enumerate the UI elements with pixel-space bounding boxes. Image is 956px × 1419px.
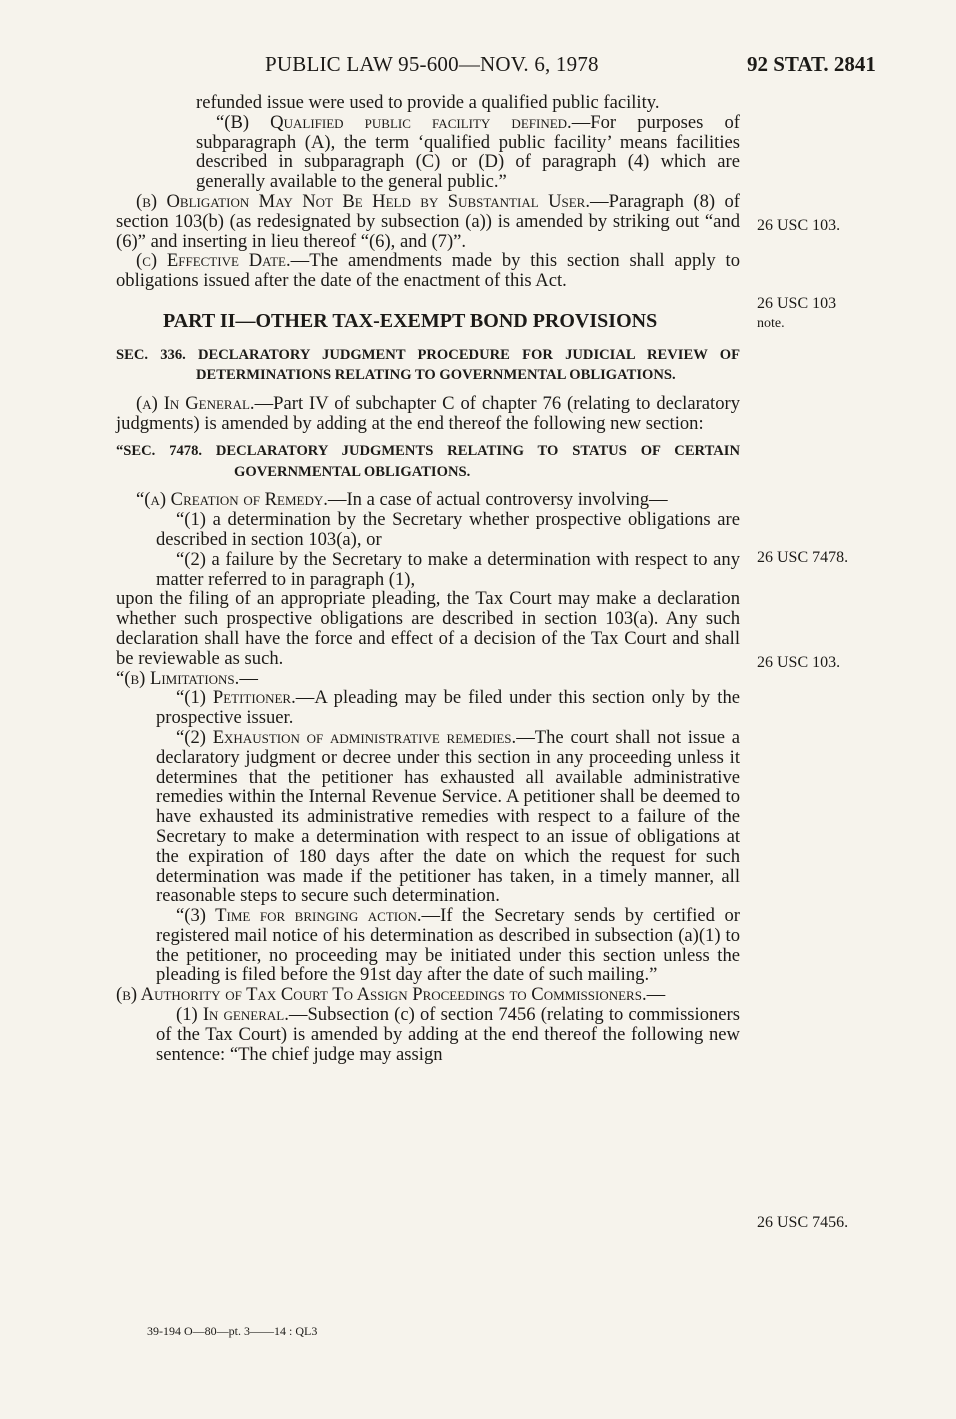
paragraph-heading: (c) Effective Date.	[136, 250, 291, 272]
paragraph-heading: (b) Authority of Tax Court To Assign Proceedings to Commissioners.	[116, 984, 647, 1006]
paragraph-heading: (1) In general.	[176, 1004, 289, 1026]
margin-citation: 26 USC 7478.	[757, 549, 849, 566]
paragraph: (c) Effective Date.—The amendments made by this section shall apply to obligations issued after the date of the enactment of this Act.	[116, 250, 740, 292]
section-heading: SEC. 336. DECLARATORY JUDGMENT PROCEDURE FOR JUDICIAL REVIEW OF DETERMINATIONS RELATING TO GOVERNMENTAL OBLIGATIONS.	[116, 346, 740, 384]
paragraph: “(1) Petitioner.—A pleading may be filed under this section only by the prospective issuer.	[156, 687, 740, 729]
margin-citation: 26 USC 7456.	[757, 1214, 849, 1231]
paragraph: “(2) Exhaustion of administrative remedies.—The court shall not issue a declaratory judgment or decree under this section in any proceeding unless it determines that the petitioner has exhausted all available administrative remedies within the Internal Revenue Service. A petitioner shall be deemed to have exhausted its administrative remedies with respect to a failure of the Secretary to make a determination with respect to an issue of obligations at the expiration of 180 days after the date on which the request for such determination was made if the petitioner has taken, in a timely manner, all reasonable steps to secure such determination.	[156, 726, 740, 907]
paragraph: upon the filing of an appropriate pleading, the Tax Court may make a declaration whether such prospective obligations are described in section 103(a). Any such declaration shall have the force and effect of a decision of the Tax Court and shall be reviewable as such.	[116, 588, 740, 669]
paragraph: “(b) Limitations.—	[116, 667, 258, 689]
paragraph: “(2) a failure by the Secretary to make a determination with respect to any matter referred to in paragraph (1),	[156, 548, 740, 590]
paragraph-heading: “(1) Petitioner.	[176, 687, 296, 709]
paragraph: “(1) a determination by the Secretary whether prospective obligations are described in section 103(a), or	[156, 509, 740, 550]
paragraph-heading: “(2) Exhaustion of administrative remedies.	[176, 726, 517, 748]
part-heading: PART II—OTHER TAX-EXEMPT BOND PROVISIONS	[163, 309, 658, 332]
margin-citation: 26 USC 103	[757, 295, 837, 312]
margin-citation: 26 USC 103.	[757, 217, 841, 234]
paragraph-heading: “(b) Limitations.	[116, 667, 240, 689]
margin-citation: 26 USC 103.	[757, 654, 841, 671]
margin-citation: note.	[757, 316, 785, 331]
paragraph: (a) In General.—Part IV of subchapter C of chapter 76 (relating to declaratory judgments) is amended by adding at the end thereof the following new section:	[116, 392, 740, 434]
paragraph: (b) Authority of Tax Court To Assign Proceedings to Commissioners.—	[116, 984, 666, 1006]
paragraph: refunded issue were used to provide a qualified public facility.	[196, 92, 660, 113]
print-code-footer: 39-194 O—80—pt. 3——14 : QL3	[147, 1324, 318, 1338]
paragraph: (1) In general.—Subsection (c) of section 7456 (relating to commissioners of the Tax Court) is amended by adding at the end thereof the following new sentence: “The chief judge may assign	[156, 1004, 740, 1065]
paragraph-heading: “(B) Qualified public facility defined.	[216, 111, 572, 133]
paragraph-heading: (b) Obligation May Not Be Held by Substantial User.	[136, 190, 591, 212]
statute-page-number: 92 STAT. 2841	[747, 52, 876, 76]
paragraph: “(3) Time for bringing action.—If the Secretary sends by certified or registered mail notice of his determination as described in subsection (a)(1) to the petitioner, no proceeding may be initiated under this section unless the pleading is filed before the 91st day after the date of such mailing.”	[156, 905, 740, 986]
paragraph: (b) Obligation May Not Be Held by Substantial User.—Paragraph (8) of section 103(b) (as redesignated by subsection (a)) is amended by striking out “and (6)” and inserting in lieu thereof “(6), and (7)”.	[116, 190, 741, 252]
running-header: PUBLIC LAW 95-600—NOV. 6, 1978	[265, 52, 599, 76]
paragraph-heading: “(3) Time for bringing action.	[176, 905, 422, 927]
paragraph: “(B) Qualified public facility defined.—For purposes of subparagraph (A), the term ‘qualified public facility’ means facilities described in subparagraph (C) or (D) of paragraph (4) which are generally available to the general public.”	[196, 111, 740, 193]
paragraph-heading: (a) In General.	[136, 392, 255, 414]
paragraph: “(a) Creation of Remedy.—In a case of actual controversy involving—	[136, 489, 668, 511]
section-heading: “SEC. 7478. DECLARATORY JUDGMENTS RELATING TO STATUS OF CERTAIN GOVERNMENTAL OBLIGATIONS.	[116, 443, 740, 480]
paragraph-heading: “(a) Creation of Remedy.	[136, 489, 328, 511]
main-text	[116, 93, 740, 1064]
